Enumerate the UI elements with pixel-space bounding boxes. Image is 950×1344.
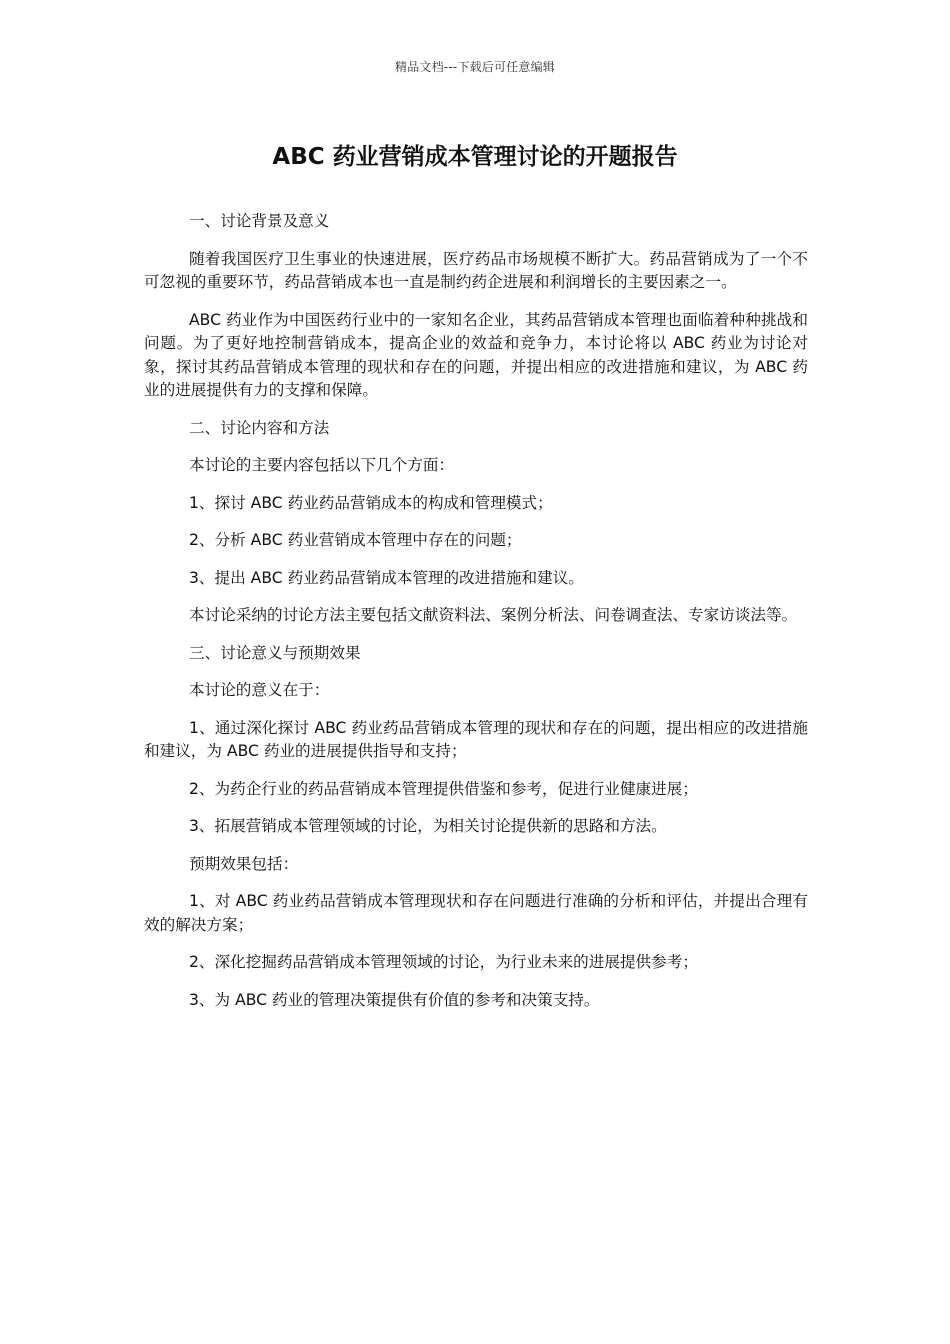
document-body (144, 210, 808, 1026)
document-title: ABC 药业营销成本管理讨论的开题报告 (272, 144, 678, 170)
paragraph-background-company: ABC 药业作为中国医药行业中的一家知名企业，其药品营销成本管理也面临着种种挑战和问题。为了更好地控制营销成本，提高企业的效益和竞争力，本讨论将以 ABC 药业为讨论对象，探讨其药品营销成本管理的现状和存在的问题，并提出相应的改进措施和建议，为 ABC 药业的进展提供有力的支撑和保障。 (144, 310, 808, 399)
paragraph-expected-intro: 预期效果包括： (189, 854, 299, 873)
section-heading-significance: 三、讨论意义与预期效果 (189, 643, 361, 662)
section-heading-content-methods: 二、讨论内容和方法 (189, 418, 330, 437)
list-item-expected-1: 1、对 ABC 药业药品营销成本管理现状和存在问题进行准确的分析和评估，并提出合理有效的解决方案； (144, 892, 808, 934)
list-item-content-2: 2、分析 ABC 药业营销成本管理中存在的问题； (189, 531, 522, 549)
list-item-significance-2: 2、为药企行业的药品营销成本管理提供借鉴和参考，促进行业健康进展； (189, 779, 698, 798)
paragraph-content-intro: 本讨论的主要内容包括以下几个方面： (189, 456, 455, 474)
list-item-expected-3: 3、为 ABC 药业的管理决策提供有价值的参考和决策支持。 (189, 990, 600, 1009)
list-item-expected-2: 2、深化挖掘药品营销成本管理领域的讨论，为行业未来的进展提供参考； (189, 953, 698, 971)
list-item-content-1: 1、探讨 ABC 药业药品营销成本的构成和管理模式； (189, 493, 553, 512)
paragraph-methods: 本讨论采纳的讨论方法主要包括文献资料法、案例分析法、问卷调查法、专家访谈法等。 (189, 606, 798, 624)
paragraph-significance-intro: 本讨论的意义在于： (189, 681, 330, 699)
list-item-significance-3: 3、拓展营销成本管理领域的讨论，为相关讨论提供新的思路和方法。 (189, 817, 667, 835)
header-note: 精品文档---下载后可任意编辑 (395, 60, 555, 74)
list-item-content-3: 3、提出 ABC 药业药品营销成本管理的改进措施和建议。 (189, 568, 584, 587)
paragraph-background-intro: 随着我国医疗卫生事业的快速进展，医疗药品市场规模不断扩大。药品营销成为了一个不可忽视的重要环节，药品营销成本也一直是制约药企进展和利润增长的主要因素之一。 (144, 249, 808, 291)
list-item-significance-1: 1、通过深化探讨 ABC 药业药品营销成本管理的现状和存在的问题，提出相应的改进措施和建议，为 ABC 药业的进展提供指导和支持； (144, 718, 808, 760)
section-heading-background: 一、讨论背景及意义 (189, 212, 330, 230)
